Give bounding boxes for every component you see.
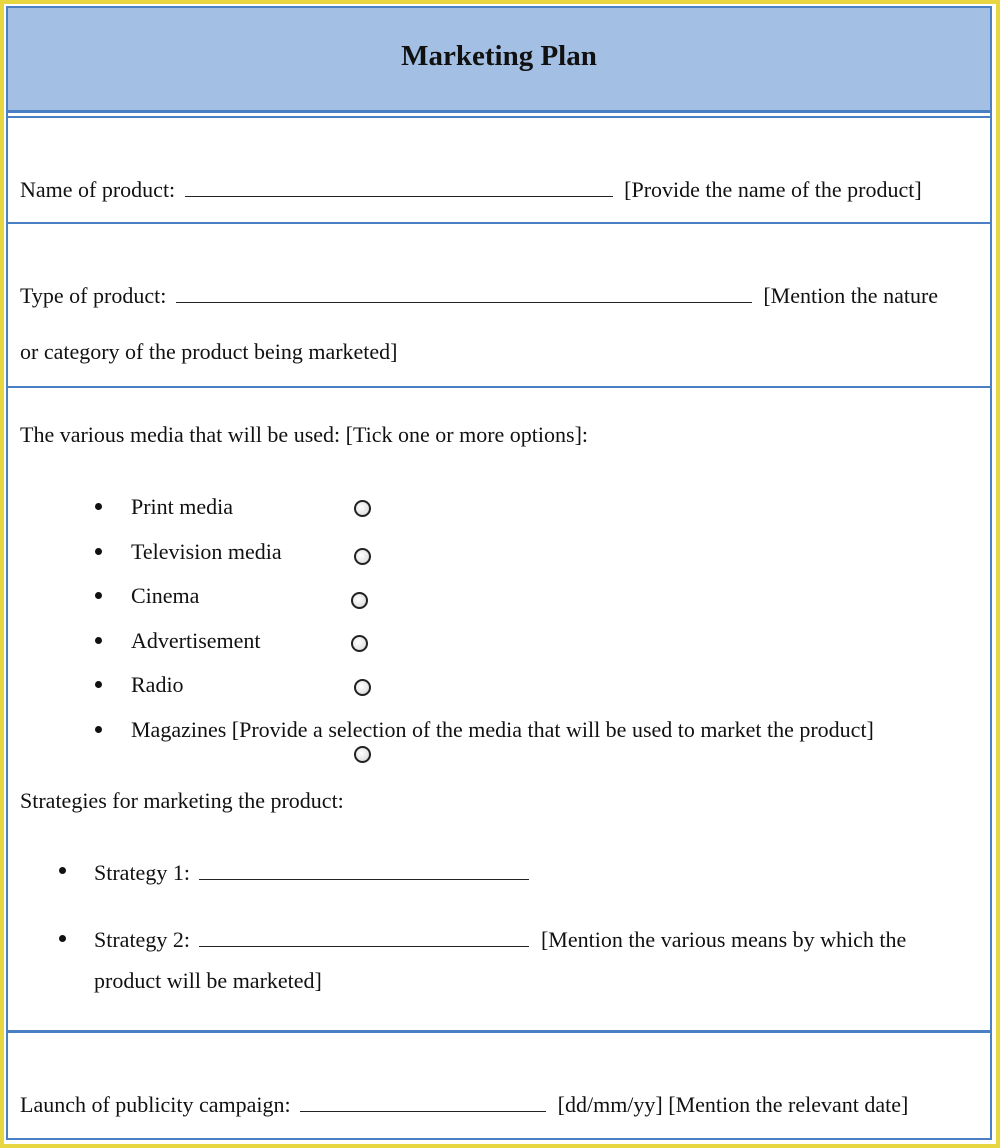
product-type-field[interactable] bbox=[176, 282, 752, 303]
bullet-icon bbox=[95, 726, 102, 733]
radio-radio[interactable] bbox=[354, 679, 371, 696]
radio-magazines[interactable] bbox=[354, 746, 371, 763]
form-container bbox=[6, 6, 992, 1140]
strategies-intro: Strategies for marketing the product: bbox=[20, 788, 344, 813]
product-type-label: Type of product: bbox=[20, 283, 167, 308]
product-name-label: Name of product: bbox=[20, 177, 176, 202]
launch-row bbox=[20, 1091, 908, 1118]
media-option-print: Print media bbox=[131, 494, 234, 519]
radio-print-media[interactable] bbox=[354, 500, 371, 517]
launch-date-format: [dd/mm/yy] bbox=[557, 1092, 663, 1117]
strategy-2-hint-line2: product will be marketed] bbox=[94, 968, 322, 993]
product-name-row bbox=[20, 176, 922, 203]
launch-hint: [Mention the relevant date] bbox=[668, 1092, 909, 1117]
form-header bbox=[8, 8, 990, 113]
media-option-radio: Radio bbox=[131, 672, 184, 697]
radio-advertisement[interactable] bbox=[351, 635, 368, 652]
radio-cinema[interactable] bbox=[351, 592, 368, 609]
radio-television-media[interactable] bbox=[354, 548, 371, 565]
strategy-1-field[interactable] bbox=[199, 859, 529, 880]
bullet-icon bbox=[95, 681, 102, 688]
strategy-2-field[interactable] bbox=[199, 926, 529, 947]
product-type-hint-line1: [Mention the nature bbox=[763, 283, 939, 308]
media-option-television: Television media bbox=[131, 539, 282, 564]
form-title: Marketing Plan bbox=[401, 40, 597, 72]
section-product-type bbox=[8, 224, 990, 388]
strategy-2-hint-line1: [Mention the various means by which the bbox=[540, 927, 907, 952]
bullet-icon bbox=[95, 637, 102, 644]
product-name-field[interactable] bbox=[185, 176, 613, 197]
media-intro: The various media that will be used: [Tick one or more options]: bbox=[20, 422, 589, 447]
media-option-magazines: Magazines [Provide a selection of the media that will be used to market the product] bbox=[131, 717, 874, 742]
strategy-1-row bbox=[94, 859, 535, 886]
media-option-cinema: Cinema bbox=[131, 583, 200, 608]
product-type-row bbox=[20, 282, 938, 309]
bullet-icon bbox=[95, 592, 102, 599]
section-media-strategies bbox=[8, 388, 990, 1032]
bullet-icon bbox=[59, 935, 66, 942]
strategy-2-row bbox=[94, 926, 906, 953]
product-name-hint: [Provide the name of the product] bbox=[624, 177, 922, 202]
bullet-icon bbox=[95, 548, 102, 555]
product-type-hint-line2: or category of the product being marketed] bbox=[20, 339, 398, 364]
strategy-2-label: Strategy 2: bbox=[94, 927, 190, 952]
section-launch bbox=[8, 1032, 990, 1138]
section-product-name bbox=[8, 116, 990, 224]
launch-date-field[interactable] bbox=[300, 1091, 546, 1112]
launch-label: Launch of publicity campaign: bbox=[20, 1092, 291, 1117]
media-option-advertisement: Advertisement bbox=[131, 628, 261, 653]
bullet-icon bbox=[95, 503, 102, 510]
bullet-icon bbox=[59, 867, 66, 874]
strategy-1-label: Strategy 1: bbox=[94, 860, 190, 885]
